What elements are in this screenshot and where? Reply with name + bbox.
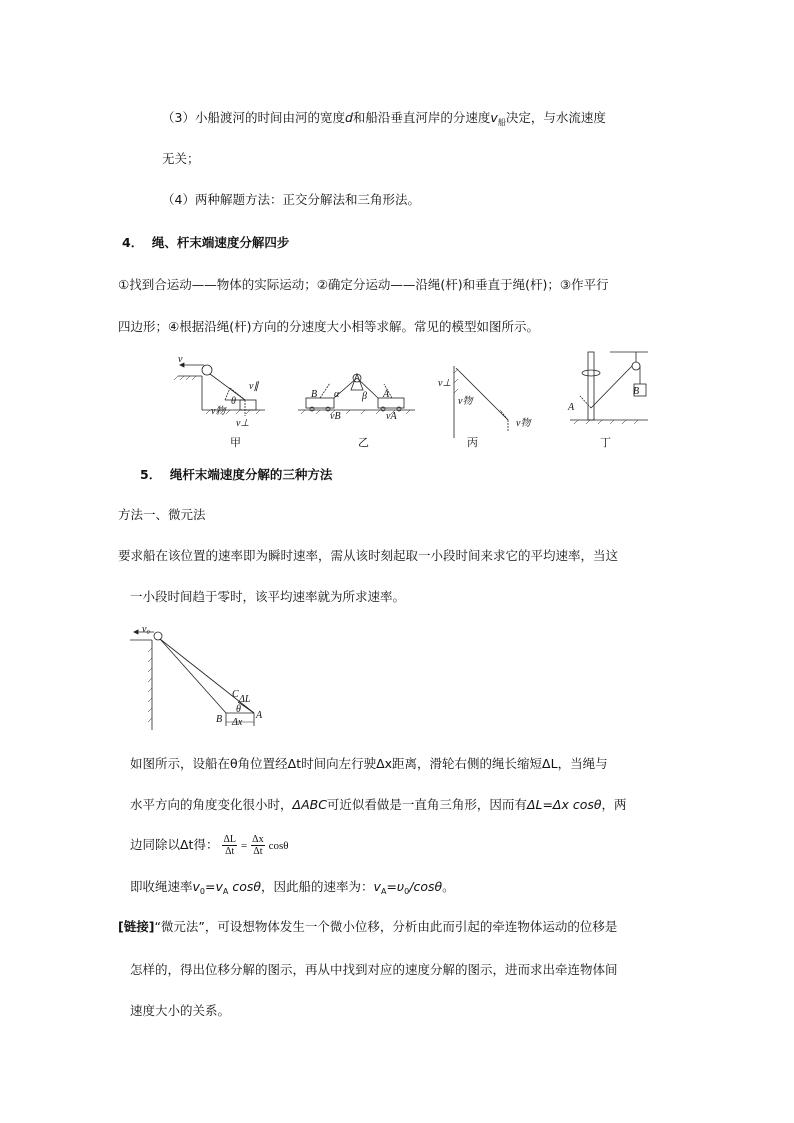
section5-heading: 5． 绳杆末端速度分解的三种方法 xyxy=(140,467,333,482)
label-theta-jia: θ xyxy=(231,396,236,407)
label-deltaL: ΔL xyxy=(239,694,251,705)
var-d: d xyxy=(344,110,353,125)
label-beta-yi: β xyxy=(362,391,367,402)
label-B-micro: B xyxy=(216,714,223,725)
para2-line2: 水平方向的角度变化很小时，ΔABC可近似看做是一直角三角形，因而有ΔL=Δx cosθ，两 xyxy=(130,797,627,812)
micro-element-figure xyxy=(130,622,270,734)
para3: 即收绳速率$v_0=v_A$ cosθ，因此船的速率为：$v_A=\upsilon_0$/cosθ。 xyxy=(130,879,455,896)
models-figure xyxy=(170,348,660,448)
caption-ding: 丁 xyxy=(600,437,611,449)
link-line1: [链接]“微元法”，可设想物体发生一个微小位移，分析由此而引起的牵连物体运动的位移是 xyxy=(118,919,618,934)
steps-line2: 四边形；④根据沿绳(杆)方向的分速度大小相等求解。常见的模型如图所示。 xyxy=(118,319,539,334)
label-vB-yi: vB xyxy=(330,411,341,422)
label-C: C xyxy=(232,689,239,700)
para1-line2: 一小段时间趋于零时，该平均速率就为所求速率。 xyxy=(130,589,406,604)
para1-line1: 要求船在该位置的速率即为瞬时速率，需从该时刻起取一小段时间来求它的平均速率，当这 xyxy=(118,548,619,563)
caption-jia: 甲 xyxy=(230,437,241,449)
item3-line2: 无关； xyxy=(162,151,200,166)
section4-heading: 4． 绳、杆末端速度分解四步 xyxy=(122,235,290,250)
var-v: v xyxy=(490,110,498,125)
label-vobj-jia: v物 xyxy=(211,406,226,417)
label-vobj-bing-2: v物 xyxy=(516,418,531,429)
fraction-dL-dt: $\frac{\Delta L}{\Delta t}$ xyxy=(223,834,236,857)
steps-line1: ①找到合运动——物体的实际运动；②确定分运动——沿绳(杆)和垂直于绳(杆)；③作平行 xyxy=(118,277,609,292)
label-A-ding: A xyxy=(568,402,575,413)
label-B-yi: B xyxy=(311,389,318,400)
label-v-jia: v xyxy=(178,354,183,365)
item3-line1: （3）小船渡河的时间由河的宽度d和船沿垂直河岸的分速度$v_船$决定，与水流速度 xyxy=(162,110,606,127)
label-B-ding: B xyxy=(633,386,640,397)
link-line2: 怎样的，得出位移分解的图示，再从中找到对应的速度分解的图示，进而求出牵连物体间 xyxy=(130,962,618,977)
label-A-yi: A xyxy=(383,389,390,400)
label-alpha-yi: α xyxy=(334,389,340,400)
label-deltax: Δx xyxy=(232,717,243,728)
label-v0: v₀ xyxy=(142,624,150,635)
link-tag: [链接] xyxy=(118,919,155,934)
para2-line1: 如图所示，设船在θ角位置经Δt时间向左行驶Δx距离，滑轮右侧的绳长缩短ΔL，当绳与 xyxy=(130,756,608,771)
method1-title: 方法一、微元法 xyxy=(118,507,206,522)
label-vperp-bing: v⊥ xyxy=(438,378,452,389)
link-line3: 速度大小的关系。 xyxy=(130,1003,231,1018)
label-theta-micro: θ xyxy=(236,704,241,715)
item4: （4）两种解题方法：正交分解法和三角形法。 xyxy=(162,192,420,207)
caption-yi: 乙 xyxy=(358,437,369,449)
label-vperp-jia: v⊥ xyxy=(236,418,250,429)
label-vA-yi: vA xyxy=(386,411,397,422)
caption-bing: 丙 xyxy=(467,437,478,449)
label-A-micro: A xyxy=(256,710,263,721)
label-vpar-jia: v∥ xyxy=(249,381,259,392)
fraction-dx-dt: $\frac{\Delta x}{\Delta t}$ xyxy=(252,834,264,857)
label-vobj-bing: v物 xyxy=(458,396,473,407)
para2-line3: 边同除以Δt得： $\frac{\Delta L}{\Delta t}$ = $\frac{\Delta x}{\Delta t}$ cosθ xyxy=(130,834,289,857)
